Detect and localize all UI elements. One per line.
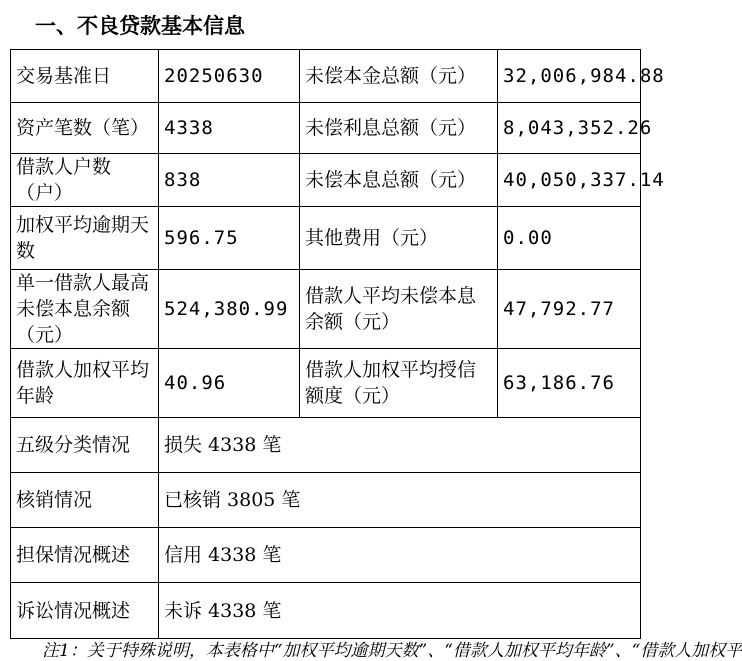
cell-label: 未偿本金总额（元） <box>300 50 498 103</box>
table-row <box>11 154 641 207</box>
cell-value: 8,043,352.26 <box>498 103 641 154</box>
cell-label: 其他费用（元） <box>300 207 498 270</box>
cell-label: 资产笔数（笔） <box>11 103 159 154</box>
cell-label: 借款人平均未偿本息余额（元） <box>300 270 498 349</box>
cell-label: 核销情况 <box>11 473 159 528</box>
table-row <box>11 418 641 473</box>
loan-info-table <box>10 49 665 639</box>
cell-value: 信用 4338 笔 <box>159 528 641 583</box>
section-heading: 一、不良贷款基本信息 <box>35 14 245 38</box>
cell-value: 63,186.76 <box>498 349 641 418</box>
cell-value: 40.96 <box>159 349 300 418</box>
cell-label: 借款人户数（户） <box>11 154 159 207</box>
cell-value: 4338 <box>159 103 300 154</box>
cell-value: 838 <box>159 154 300 207</box>
cell-label: 未偿本息总额（元） <box>300 154 498 207</box>
cell-label: 五级分类情况 <box>11 418 159 473</box>
cell-value: 已核销 3805 笔 <box>159 473 641 528</box>
cell-value: 32,006,984.88 <box>498 50 641 103</box>
cell-label: 未偿利息总额（元） <box>300 103 498 154</box>
cell-label: 诉讼情况概述 <box>11 583 159 639</box>
cell-value: 20250630 <box>159 50 300 103</box>
table-row <box>11 583 641 639</box>
cell-label: 单一借款人最高未偿本息余额（元） <box>11 270 159 349</box>
cell-label: 加权平均逾期天数 <box>11 207 159 270</box>
cell-value: 40,050,337.14 <box>498 154 641 207</box>
table-row <box>11 207 641 270</box>
table-row <box>11 103 641 154</box>
cell-label: 交易基准日 <box>11 50 159 103</box>
cell-label: 借款人加权平均年龄 <box>11 349 159 418</box>
cell-value: 524,380.99 <box>159 270 300 349</box>
cell-value: 47,792.77 <box>498 270 641 349</box>
table-row <box>11 270 641 349</box>
table-row <box>11 528 641 583</box>
cell-value: 未诉 4338 笔 <box>159 583 641 639</box>
table-row <box>11 473 641 528</box>
cell-value: 损失 4338 笔 <box>159 418 641 473</box>
cell-label: 担保情况概述 <box>11 528 159 583</box>
footnote: 注1：关于特殊说明，本表格中“加权平均逾期天数”、“借款人加权平均年龄”、“借款人加权平 <box>42 641 742 661</box>
table-row <box>11 50 641 103</box>
cell-value: 596.75 <box>159 207 300 270</box>
cell-value: 0.00 <box>498 207 641 270</box>
table-row <box>11 349 641 418</box>
cell-label: 借款人加权平均授信额度（元） <box>300 349 498 418</box>
